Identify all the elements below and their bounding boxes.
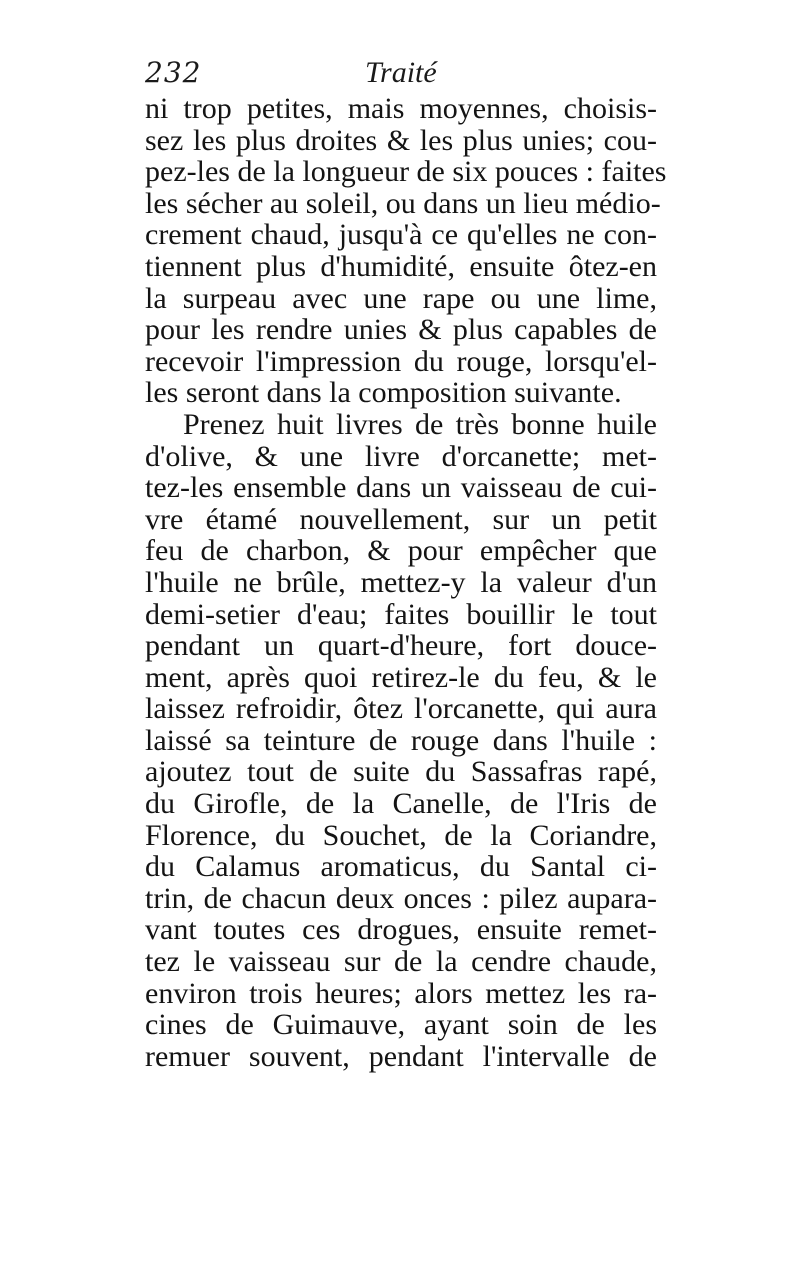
page-number: 232	[145, 56, 202, 89]
text-line: l'huile ne brûle, mettez-y la valeur d'un	[145, 565, 657, 599]
text-line: ment, après quoi retirez-le du feu, & le	[145, 660, 657, 694]
text-line: pendant un quart-d'heure, fort douce-	[145, 629, 657, 663]
text-line: recevoir l'impression du rouge, lorsqu'el-	[145, 344, 657, 378]
text-line: cines de Guimauve, ayant soin de les	[145, 1008, 657, 1042]
text-line: laissé sa teinture de rouge dans l'huile :	[145, 723, 657, 757]
text-line: remuer souvent, pendant l'intervalle de	[145, 1039, 657, 1073]
text-line: pour les rendre unies & plus capables de	[145, 313, 657, 347]
page-header	[145, 56, 655, 96]
text-line: du Calamus aromaticus, du Santal ci-	[145, 850, 657, 884]
text-line: la surpeau avec une rape ou une lime,	[145, 281, 657, 315]
text-line: environ trois heures; alors mettez les ra-	[145, 976, 657, 1010]
paragraph-2	[145, 409, 657, 1072]
text-line: crement chaud, jusqu'à ce qu'elles ne con-	[145, 218, 657, 252]
text-line: pez-les de la longueur de six pouces : faites	[145, 155, 667, 189]
text-line: tez le vaisseau sur de la cendre chaude,	[145, 945, 657, 979]
text-line: tez-les ensemble dans un vaisseau de cui-	[145, 471, 657, 505]
text-line: vant toutes ces drogues, ensuite remet-	[145, 913, 657, 947]
text-line: ajoutez tout de suite du Sassafras rapé,	[145, 755, 657, 789]
text-line: les seront dans la composition suivante.	[145, 376, 622, 410]
text-line: Florence, du Souchet, de la Coriandre,	[145, 818, 657, 852]
text-line: d'olive, & une livre d'orcanette; met-	[145, 439, 657, 473]
text-line: feu de charbon, & pour empêcher que	[145, 534, 657, 568]
text-line: vre étamé nouvellement, sur un petit	[145, 502, 657, 536]
body-text	[145, 92, 667, 1073]
text-line: sez les plus droites & les plus unies; cou-	[145, 123, 657, 157]
text-line: demi-setier d'eau; faites bouillir le tout	[145, 597, 657, 631]
paragraph-1	[145, 92, 667, 410]
running-title: Traité	[365, 56, 437, 89]
text-line: ni trop petites, mais moyennes, choisis-	[145, 92, 657, 125]
text-line: les sécher au soleil, ou dans un lieu médio-	[145, 186, 661, 220]
text-line: du Girofle, de la Canelle, de l'Iris de	[145, 787, 657, 821]
text-line: laissez refroidir, ôtez l'orcanette, qui aura	[145, 692, 657, 726]
text-line: trin, de chacun deux onces : pilez aupara-	[145, 881, 657, 915]
text-line: tiennent plus d'humidité, ensuite ôtez-en	[145, 249, 657, 283]
text-line: Prenez huit livres de très bonne huile	[183, 407, 657, 441]
